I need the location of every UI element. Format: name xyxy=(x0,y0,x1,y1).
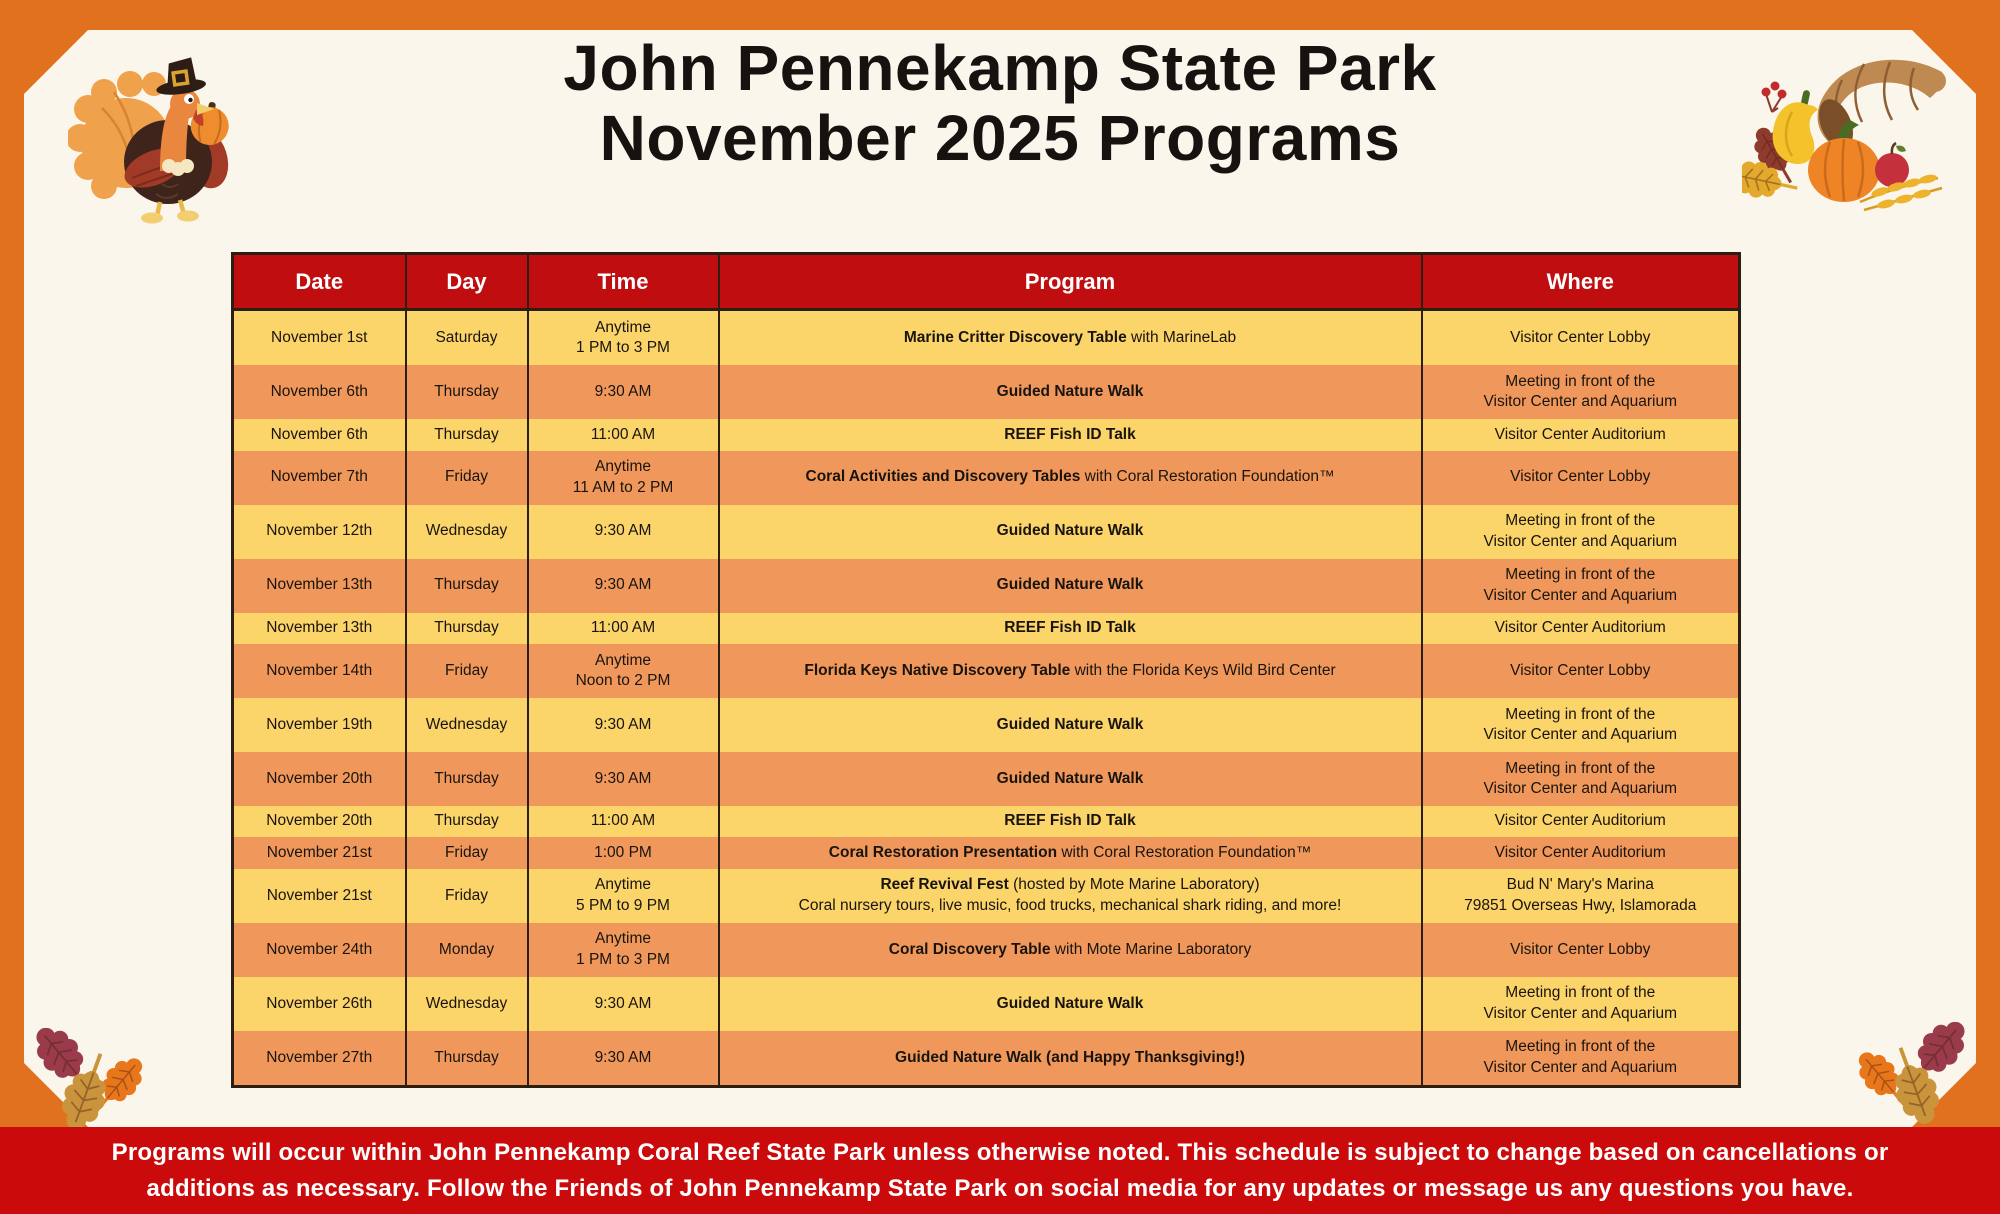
table-row xyxy=(233,644,1740,698)
program-table xyxy=(231,252,1741,1088)
footer-note-line1: Programs will occur within John Pennekamp Coral Reef State Park unless otherwise noted. This schedule is subject to change based on cancellations or xyxy=(111,1138,1889,1166)
page-title-line2: November 2025 Programs xyxy=(599,101,1401,174)
cell-date: November 26th xyxy=(233,977,406,1031)
cell-time: 11:00 AM xyxy=(528,806,719,837)
cell-time: 1:00 PM xyxy=(528,837,719,868)
table-row xyxy=(233,1031,1740,1087)
cell-day: Thursday xyxy=(406,613,528,644)
cell-program: REEF Fish ID Talk xyxy=(719,806,1422,837)
cell-day: Friday xyxy=(406,451,528,505)
cell-date: November 13th xyxy=(233,559,406,613)
cell-day: Thursday xyxy=(406,419,528,450)
page-title xyxy=(0,34,2000,174)
cell-time: 11:00 AM xyxy=(528,613,719,644)
cell-date: November 24th xyxy=(233,923,406,977)
cell-day: Thursday xyxy=(406,365,528,419)
cell-date: November 20th xyxy=(233,752,406,806)
cell-program: Guided Nature Walk xyxy=(719,977,1422,1031)
cell-day: Friday xyxy=(406,869,528,923)
table-row xyxy=(233,505,1740,559)
table-row xyxy=(233,698,1740,752)
cell-date: November 21st xyxy=(233,869,406,923)
table-row xyxy=(233,806,1740,837)
table-row xyxy=(233,451,1740,505)
cell-where: Visitor Center Auditorium xyxy=(1422,419,1740,450)
cell-time: Anytime 5 PM to 9 PM xyxy=(528,869,719,923)
cell-day: Friday xyxy=(406,837,528,868)
cell-where: Visitor Center Lobby xyxy=(1422,644,1740,698)
cell-date: November 21st xyxy=(233,837,406,868)
cell-date: November 1st xyxy=(233,310,406,366)
cell-date: November 6th xyxy=(233,365,406,419)
cell-date: November 27th xyxy=(233,1031,406,1087)
table-row xyxy=(233,559,1740,613)
cell-date: November 13th xyxy=(233,613,406,644)
cell-time: Anytime 1 PM to 3 PM xyxy=(528,923,719,977)
cell-time: Anytime 11 AM to 2 PM xyxy=(528,451,719,505)
cell-date: November 14th xyxy=(233,644,406,698)
cell-where: Visitor Center Auditorium xyxy=(1422,806,1740,837)
cell-program: Marine Critter Discovery Table with MarineLab xyxy=(719,310,1422,366)
cell-program: Florida Keys Native Discovery Table with the Florida Keys Wild Bird Center xyxy=(719,644,1422,698)
cell-day: Thursday xyxy=(406,559,528,613)
cell-day: Thursday xyxy=(406,1031,528,1087)
cell-date: November 19th xyxy=(233,698,406,752)
footer-note-line2: additions as necessary. Follow the Friends of John Pennekamp State Park on social media for any updates or message us any questions you have. xyxy=(146,1174,1854,1202)
column-header-day: Day xyxy=(406,254,528,310)
column-header-date: Date xyxy=(233,254,406,310)
cell-program: Guided Nature Walk xyxy=(719,559,1422,613)
cell-date: November 7th xyxy=(233,451,406,505)
cell-where: Visitor Center Auditorium xyxy=(1422,837,1740,868)
column-header-time: Time xyxy=(528,254,719,310)
cell-time: 11:00 AM xyxy=(528,419,719,450)
cell-date: November 6th xyxy=(233,419,406,450)
cell-where: Meeting in front of the Visitor Center and Aquarium xyxy=(1422,1031,1740,1087)
cell-time: 9:30 AM xyxy=(528,505,719,559)
table-row xyxy=(233,977,1740,1031)
table-row xyxy=(233,613,1740,644)
cell-time: 9:30 AM xyxy=(528,365,719,419)
cell-where: Meeting in front of the Visitor Center and Aquarium xyxy=(1422,505,1740,559)
table-row xyxy=(233,365,1740,419)
cell-where: Visitor Center Lobby xyxy=(1422,451,1740,505)
table-row xyxy=(233,752,1740,806)
table-body xyxy=(233,310,1740,1087)
column-header-program: Program xyxy=(719,254,1422,310)
cell-where: Visitor Center Lobby xyxy=(1422,310,1740,366)
footer-note xyxy=(0,1127,2000,1214)
cell-day: Friday xyxy=(406,644,528,698)
table-header-row xyxy=(233,254,1740,310)
cell-program: Guided Nature Walk (and Happy Thanksgiving!) xyxy=(719,1031,1422,1087)
cell-where: Meeting in front of the Visitor Center and Aquarium xyxy=(1422,977,1740,1031)
cell-program: Coral Activities and Discovery Tables with Coral Restoration Foundation™ xyxy=(719,451,1422,505)
autumn-leaves-left xyxy=(18,1028,143,1133)
cell-time: 9:30 AM xyxy=(528,977,719,1031)
cell-where: Visitor Center Lobby xyxy=(1422,923,1740,977)
cell-day: Thursday xyxy=(406,752,528,806)
cell-program: Reef Revival Fest (hosted by Mote Marine Laboratory) Coral nursery tours, live music, food trucks, mechanical shark riding, and more! xyxy=(719,869,1422,923)
cell-day: Saturday xyxy=(406,310,528,366)
cell-where: Bud N' Mary's Marina 79851 Overseas Hwy, Islamorada xyxy=(1422,869,1740,923)
column-header-where: Where xyxy=(1422,254,1740,310)
table-row xyxy=(233,923,1740,977)
table-row xyxy=(233,310,1740,366)
cell-day: Wednesday xyxy=(406,977,528,1031)
cell-program: Guided Nature Walk xyxy=(719,365,1422,419)
cell-day: Thursday xyxy=(406,806,528,837)
cell-where: Meeting in front of the Visitor Center and Aquarium xyxy=(1422,698,1740,752)
cell-time: 9:30 AM xyxy=(528,752,719,806)
table-row xyxy=(233,869,1740,923)
cell-time: 9:30 AM xyxy=(528,698,719,752)
cell-date: November 20th xyxy=(233,806,406,837)
cell-time: 9:30 AM xyxy=(528,1031,719,1087)
cell-where: Meeting in front of the Visitor Center and Aquarium xyxy=(1422,752,1740,806)
cell-date: November 12th xyxy=(233,505,406,559)
cell-program: REEF Fish ID Talk xyxy=(719,419,1422,450)
cell-program: REEF Fish ID Talk xyxy=(719,613,1422,644)
cell-program: Guided Nature Walk xyxy=(719,505,1422,559)
cell-where: Meeting in front of the Visitor Center and Aquarium xyxy=(1422,559,1740,613)
cell-where: Meeting in front of the Visitor Center and Aquarium xyxy=(1422,365,1740,419)
cell-day: Monday xyxy=(406,923,528,977)
cell-time: 9:30 AM xyxy=(528,559,719,613)
cell-time: Anytime 1 PM to 3 PM xyxy=(528,310,719,366)
cell-program: Coral Restoration Presentation with Coral Restoration Foundation™ xyxy=(719,837,1422,868)
cell-program: Coral Discovery Table with Mote Marine Laboratory xyxy=(719,923,1422,977)
cell-time: Anytime Noon to 2 PM xyxy=(528,644,719,698)
cell-program: Guided Nature Walk xyxy=(719,698,1422,752)
cell-program: Guided Nature Walk xyxy=(719,752,1422,806)
autumn-leaves-right xyxy=(1858,1022,1983,1127)
cell-where: Visitor Center Auditorium xyxy=(1422,613,1740,644)
cell-day: Wednesday xyxy=(406,505,528,559)
page-title-line1: John Pennekamp State Park xyxy=(563,32,1437,104)
table-row xyxy=(233,419,1740,450)
table-row xyxy=(233,837,1740,868)
program-schedule xyxy=(231,252,1738,1088)
cell-day: Wednesday xyxy=(406,698,528,752)
